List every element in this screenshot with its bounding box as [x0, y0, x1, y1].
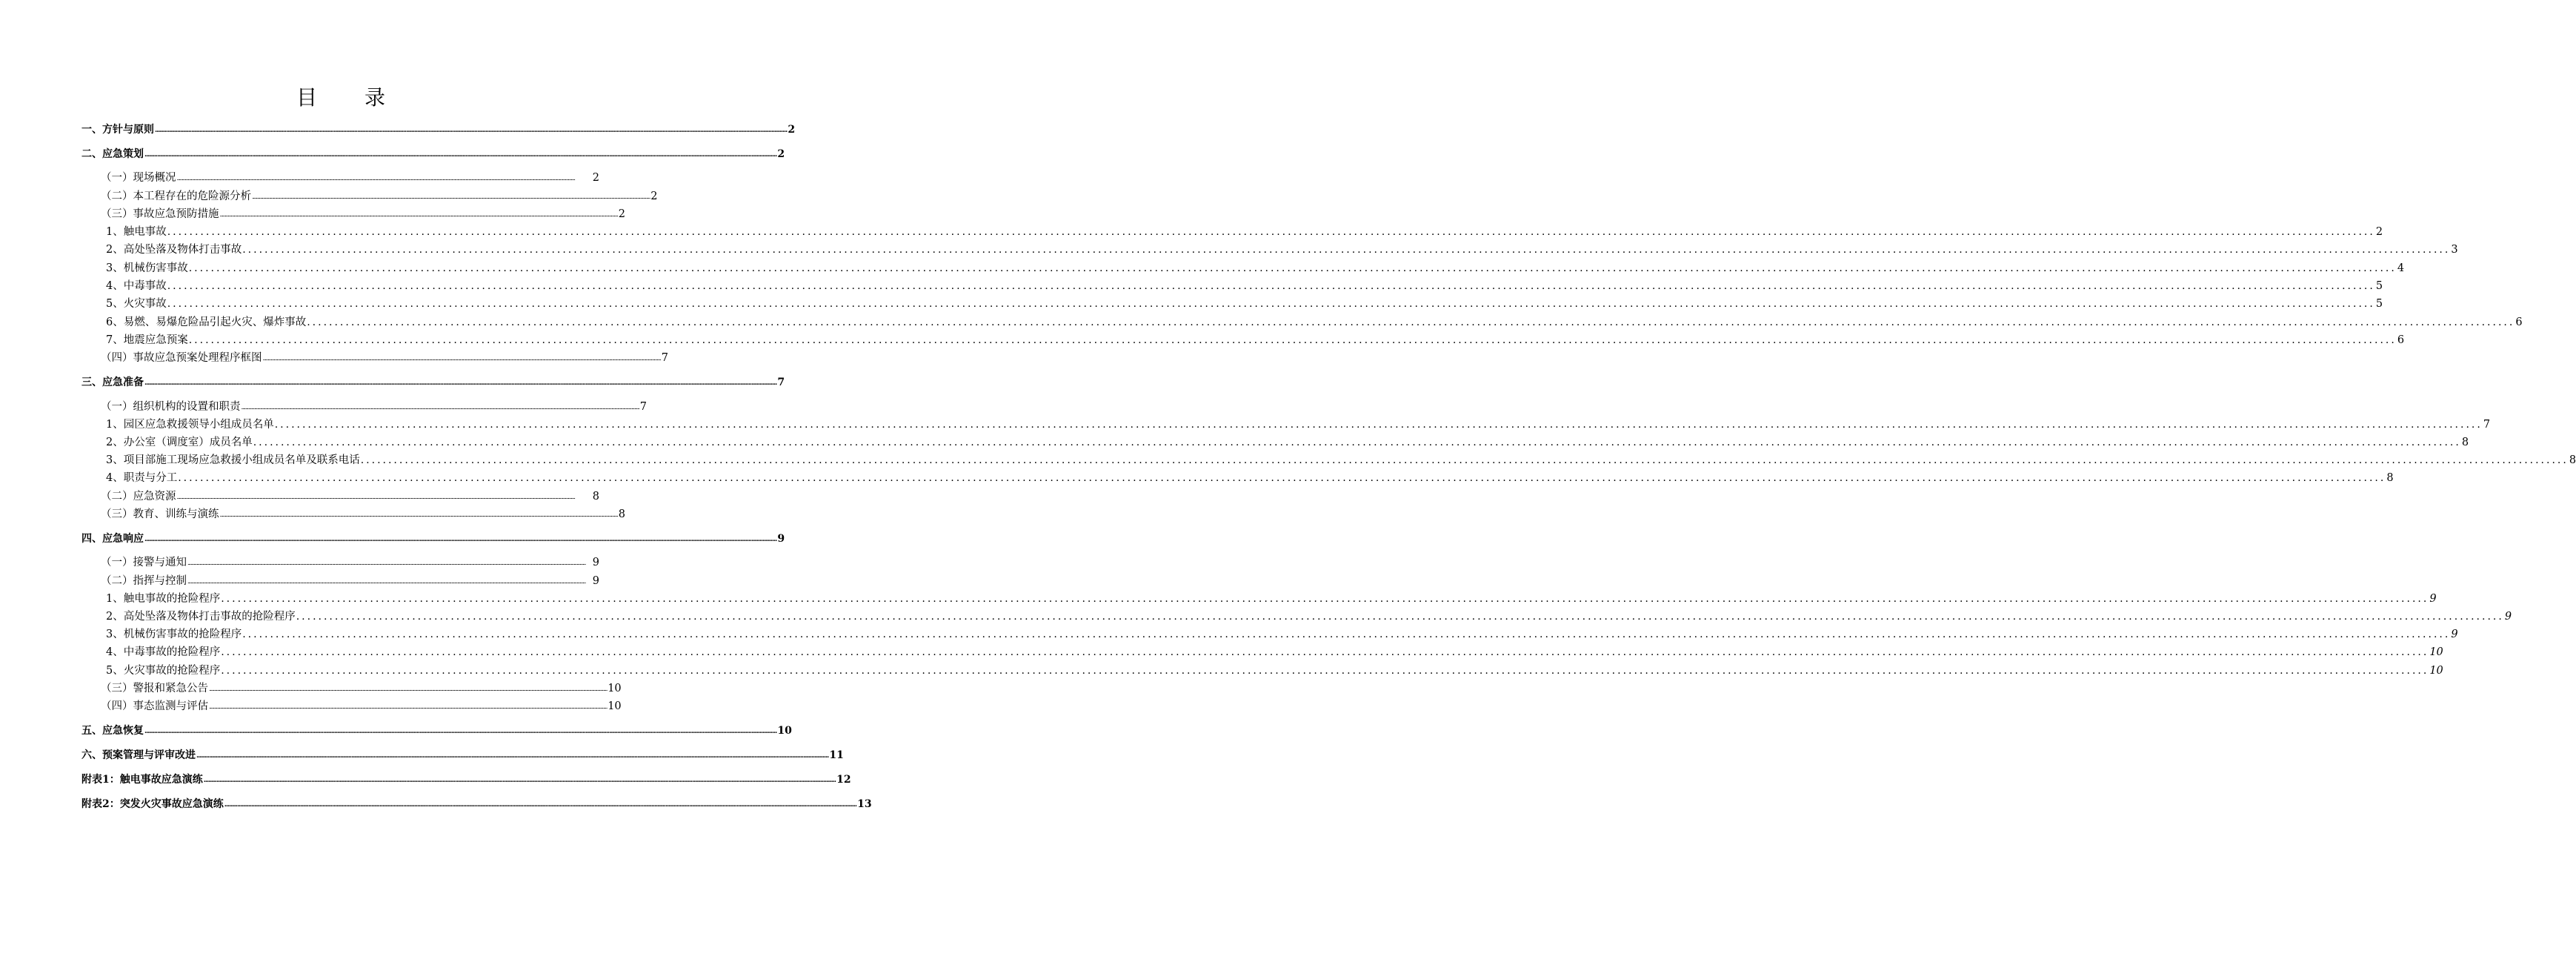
- toc-page-number: 2: [788, 124, 796, 136]
- toc-label: （四）事态监测与评估: [101, 700, 208, 712]
- toc-label: 1、触电事故的抢险程序: [106, 593, 221, 605]
- toc-label: （一）接警与通知: [101, 557, 187, 568]
- toc-entry[interactable]: [106, 608, 2512, 625]
- toc-label: 附表1：触电事故应急演练: [81, 774, 203, 786]
- toc-page-number: 2: [650, 190, 658, 202]
- toc-page-number: 9: [2451, 629, 2458, 640]
- toc-label: 6、易燃、易爆危险品引起火灾、爆炸事故: [106, 316, 307, 328]
- toc-entry[interactable]: [101, 350, 668, 366]
- toc-page-number: 10: [608, 683, 622, 694]
- toc-entry[interactable]: [101, 698, 622, 714]
- toc-page-number: 10: [2429, 646, 2443, 658]
- toc-label: 1、园区应急救援领导小组成员名单: [106, 419, 274, 431]
- toc-label: 2、高处坠落及物体打击事故的抢险程序: [106, 611, 296, 623]
- dot-leader: ................................................................................................................................................................................................................................................................................................................................................................................................................: [274, 419, 2483, 431]
- toc-entry[interactable]: [101, 399, 647, 415]
- dot-leader: ................................................................................................................................................................................................................................................................................................................................................................................................................: [262, 355, 661, 362]
- toc-page-number: 2: [592, 172, 599, 184]
- toc-page-number: 10: [777, 725, 792, 737]
- toc-entry[interactable]: [106, 260, 2405, 276]
- toc-page-number: 12: [836, 774, 851, 786]
- page-title: 目 录: [296, 85, 399, 110]
- toc-label: （二）指挥与控制: [101, 575, 187, 587]
- toc-page-number: 7: [639, 401, 647, 413]
- toc-page-number: 2: [777, 148, 785, 160]
- dot-leader: ................................................................................................................................................................................................................................................................................................................................................................................................................: [252, 193, 650, 200]
- toc-label: 一、方针与原则: [81, 124, 154, 136]
- toc-page-number: 3: [2451, 244, 2458, 256]
- toc-page-number: 8: [592, 491, 599, 503]
- toc-entry[interactable]: [101, 206, 625, 222]
- dot-leader: ................................................................................................................................................................................................................................................................................................................................................................................................................: [219, 511, 618, 518]
- toc-page-number: 8: [2461, 437, 2469, 448]
- toc-label: 五、应急恢复: [81, 725, 144, 737]
- dot-leader: ................................................................................................................................................................................................................................................................................................................................................................................................................: [307, 316, 2515, 328]
- toc-entry[interactable]: [106, 417, 2491, 433]
- toc-page-number: 5: [2375, 298, 2383, 310]
- toc-entry[interactable]: [106, 278, 2383, 294]
- toc-label: 5、火灾事故: [106, 298, 167, 310]
- toc-page-number: 7: [2483, 419, 2491, 431]
- toc-page-number: 8: [618, 508, 625, 520]
- toc-label: 3、机械伤害事故的抢险程序: [106, 629, 242, 640]
- toc-page-number: 2: [618, 208, 625, 220]
- toc-label: 2、高处坠落及物体打击事故: [106, 244, 242, 256]
- dot-leader: ................................................................................................................................................................................................................................................................................................................................................................................................................: [178, 472, 2386, 484]
- toc-entry[interactable]: [106, 434, 2469, 451]
- toc-page-number: 9: [592, 557, 599, 568]
- toc-label: 四、应急响应: [81, 533, 144, 545]
- toc-entry[interactable]: [101, 170, 599, 186]
- toc-label: 六、预案管理与评审改进: [81, 749, 196, 761]
- toc-entry[interactable]: [106, 452, 2576, 468]
- dot-leader: ................................................................................................................................................................................................................................................................................................................................................................................................................: [187, 560, 586, 566]
- toc-page-number: 6: [2397, 334, 2405, 346]
- toc-page-number: 10: [608, 700, 622, 712]
- toc-label: （一）组织机构的设置和职责: [101, 401, 241, 413]
- dot-leader: ................................................................................................................................................................................................................................................................................................................................................................................................................: [167, 226, 2375, 238]
- toc-entry[interactable]: [106, 591, 2437, 607]
- dot-leader: ................................................................................................................................................................................................................................................................................................................................................................................................................: [144, 728, 777, 735]
- dot-leader: ................................................................................................................................................................................................................................................................................................................................................................................................................: [188, 334, 2397, 346]
- dot-leader: ................................................................................................................................................................................................................................................................................................................................................................................................................: [242, 244, 2451, 256]
- dot-leader: ................................................................................................................................................................................................................................................................................................................................................................................................................: [144, 151, 777, 159]
- dot-leader: ................................................................................................................................................................................................................................................................................................................................................................................................................: [187, 578, 586, 585]
- dot-leader: ................................................................................................................................................................................................................................................................................................................................................................................................................: [155, 127, 788, 134]
- toc-entry[interactable]: [101, 680, 622, 697]
- toc-label: 二、应急策划: [81, 148, 144, 160]
- toc-label: 7、地震应急预案: [106, 334, 188, 346]
- toc-label: 2、办公室（调度室）成员名单: [106, 437, 253, 448]
- toc-page-number: 9: [2504, 611, 2512, 623]
- toc-entry[interactable]: [106, 332, 2405, 348]
- toc-label: 3、机械伤害事故: [106, 262, 188, 274]
- toc-page-number: 8: [2386, 472, 2394, 484]
- toc-entry[interactable]: [81, 531, 785, 547]
- dot-leader: ................................................................................................................................................................................................................................................................................................................................................................................................................: [242, 629, 2451, 640]
- toc-label: 1、触电事故: [106, 226, 167, 238]
- toc-entry[interactable]: [101, 554, 599, 571]
- toc-entry[interactable]: [81, 747, 844, 763]
- dot-leader: ................................................................................................................................................................................................................................................................................................................................................................................................................: [167, 280, 2375, 292]
- toc-entry[interactable]: [106, 242, 2458, 258]
- dot-leader: ................................................................................................................................................................................................................................................................................................................................................................................................................: [144, 379, 777, 387]
- toc-label: 4、中毒事故的抢险程序: [106, 646, 221, 658]
- dot-leader: ................................................................................................................................................................................................................................................................................................................................................................................................................: [167, 298, 2375, 310]
- dot-leader: ................................................................................................................................................................................................................................................................................................................................................................................................................: [219, 211, 618, 218]
- dot-leader: ................................................................................................................................................................................................................................................................................................................................................................................................................: [296, 611, 2504, 623]
- toc-entry[interactable]: [106, 470, 2394, 486]
- toc-label: 三、应急准备: [81, 377, 144, 388]
- toc-page-number: 4: [2397, 262, 2405, 274]
- toc-page-number: 7: [661, 352, 668, 364]
- toc-page-number: 6: [2515, 316, 2523, 328]
- toc-page-number: 8: [2569, 454, 2576, 466]
- toc-label: （二）应急资源: [101, 491, 176, 503]
- toc-label: 3、项目部施工现场应急救援小组成员名单及联系电话: [106, 454, 360, 466]
- toc-entry[interactable]: [81, 374, 785, 391]
- toc-page-number: 5: [2375, 280, 2383, 292]
- toc-page-number: 13: [857, 798, 872, 810]
- toc-entry[interactable]: [81, 146, 785, 162]
- dot-leader: ................................................................................................................................................................................................................................................................................................................................................................................................................: [188, 262, 2397, 274]
- toc-label: （二）本工程存在的危险源分析: [101, 190, 251, 202]
- toc-label: 4、职责与分工: [106, 472, 178, 484]
- dot-leader: ................................................................................................................................................................................................................................................................................................................................................................................................................: [209, 703, 608, 710]
- dot-leader: ................................................................................................................................................................................................................................................................................................................................................................................................................: [224, 801, 857, 809]
- toc-label: 附表2：突发火灾事故应急演练: [81, 798, 224, 810]
- toc-label: （四）事故应急预案处理程序框图: [101, 352, 262, 364]
- toc-entry[interactable]: [101, 488, 599, 505]
- toc-page-number: 7: [777, 377, 785, 388]
- toc-page-number: 9: [592, 575, 599, 587]
- toc-entry[interactable]: [106, 626, 2458, 643]
- dot-leader: ................................................................................................................................................................................................................................................................................................................................................................................................................: [221, 593, 2429, 605]
- dot-leader: ................................................................................................................................................................................................................................................................................................................................................................................................................: [241, 404, 639, 411]
- toc-label: 4、中毒事故: [106, 280, 167, 292]
- toc-page-number: 9: [2429, 593, 2437, 605]
- toc-entry[interactable]: [106, 296, 2383, 312]
- toc-entry[interactable]: [106, 224, 2383, 240]
- toc-page-number: 10: [2429, 665, 2443, 677]
- toc-entry[interactable]: [101, 506, 625, 523]
- toc-entry[interactable]: [106, 644, 2443, 660]
- dot-leader: ................................................................................................................................................................................................................................................................................................................................................................................................................: [176, 175, 575, 182]
- dot-leader: ................................................................................................................................................................................................................................................................................................................................................................................................................: [221, 665, 2429, 677]
- toc-page-number: 11: [829, 749, 844, 761]
- toc-label: 5、火灾事故的抢险程序: [106, 665, 221, 677]
- toc-entry[interactable]: [81, 796, 872, 812]
- toc-entry[interactable]: [106, 314, 2523, 331]
- dot-leader: ................................................................................................................................................................................................................................................................................................................................................................................................................: [203, 777, 836, 784]
- dot-leader: ................................................................................................................................................................................................................................................................................................................................................................................................................: [196, 752, 829, 760]
- toc-page-number: 9: [777, 533, 785, 545]
- toc-label: （三）事故应急预防措施: [101, 208, 219, 220]
- toc-entry[interactable]: [106, 663, 2443, 679]
- toc-label: （一）现场概况: [101, 172, 176, 184]
- dot-leader: ................................................................................................................................................................................................................................................................................................................................................................................................................: [221, 646, 2429, 658]
- dot-leader: ................................................................................................................................................................................................................................................................................................................................................................................................................: [144, 536, 777, 543]
- toc-entry[interactable]: [81, 772, 851, 788]
- toc-entry[interactable]: [101, 188, 658, 205]
- toc-entry[interactable]: [81, 723, 792, 739]
- dot-leader: ................................................................................................................................................................................................................................................................................................................................................................................................................: [253, 437, 2461, 448]
- dot-leader: ................................................................................................................................................................................................................................................................................................................................................................................................................: [360, 454, 2569, 466]
- dot-leader: ................................................................................................................................................................................................................................................................................................................................................................................................................: [209, 686, 608, 692]
- toc-page-number: 2: [2375, 226, 2383, 238]
- toc-entry[interactable]: [101, 573, 599, 589]
- dot-leader: ................................................................................................................................................................................................................................................................................................................................................................................................................: [176, 494, 575, 500]
- toc-label: （三）警报和紧急公告: [101, 683, 208, 694]
- toc-entry[interactable]: [81, 122, 796, 138]
- toc-label: （三）教育、训练与演练: [101, 508, 219, 520]
